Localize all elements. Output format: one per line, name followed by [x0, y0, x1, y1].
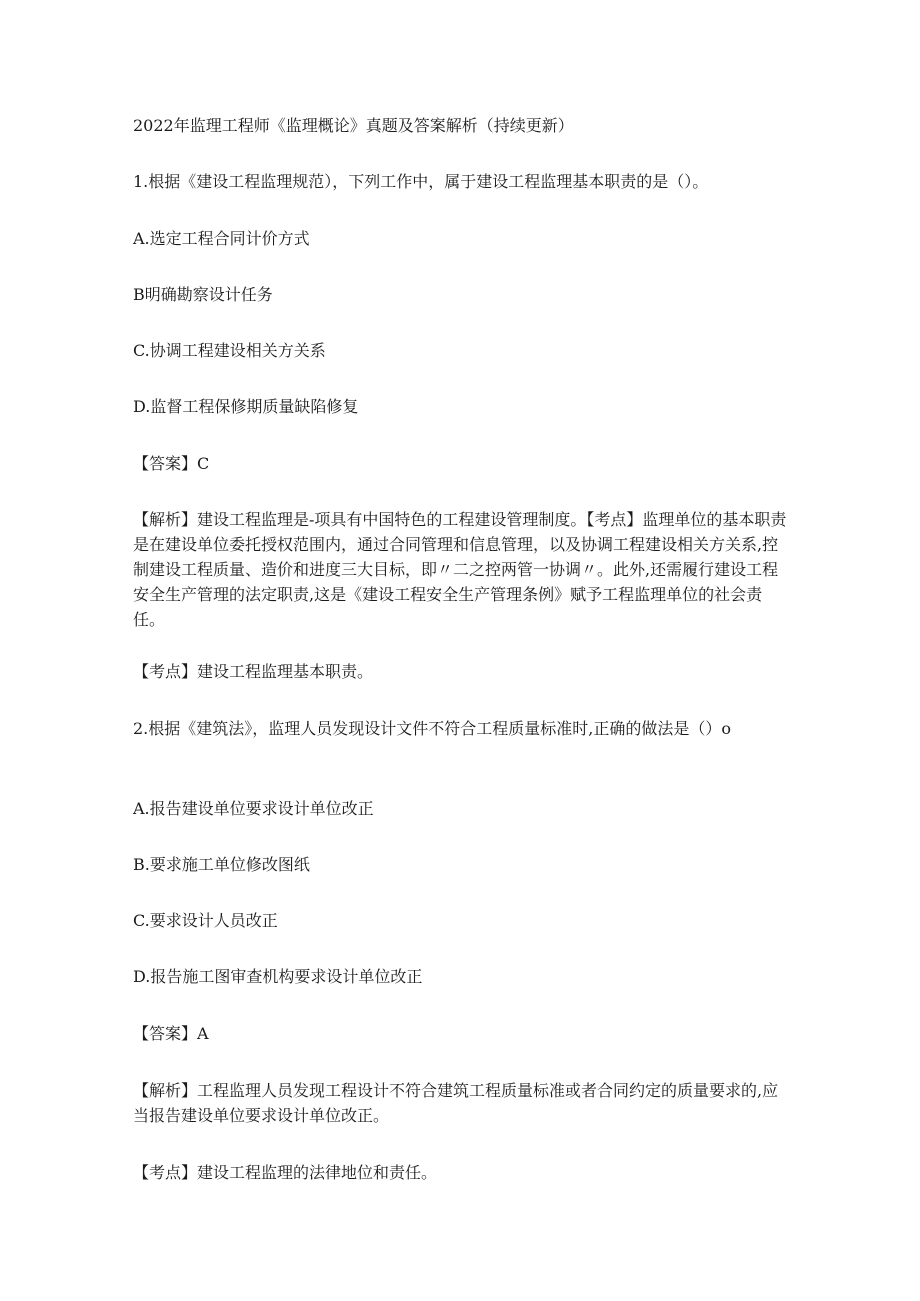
question-2-option-c: C.要求设计人员改正 [133, 911, 278, 930]
question-1-option-d: D.监督工程保修期质量缺陷修复 [133, 397, 359, 416]
question-1-analysis: 【解析】建设工程监理是-项具有中国特色的工程建设管理制度。【考点】监理单位的基本职责是在建设单位委托授权范围内，通过合同管理和信息管理，以及协调工程建设相关方关系,控制建设工程质量、造价和进度三大目标，即〃二之控两管一协调〃。此外,还需履行建设工程安全生产管理的法定职责,这是《建设工程安全生产管理条例》赋予工程监理单位的社会责任。 [133, 510, 787, 629]
question-1-option-c: C.协调工程建设相关方关系 [133, 341, 326, 360]
question-2-point: 【考点】建设工程监理的法律地位和责任。 [133, 1163, 438, 1182]
question-2-stem: 2.根据《建筑法》，监理人员发现设计文件不符合工程质量标准时,正确的做法是（）o [133, 719, 731, 738]
question-1-answer: 【答案】C [133, 454, 210, 473]
question-1-option-a: A.选定工程合同计价方式 [133, 229, 310, 248]
question-2-analysis: 【解析】工程监理人员发现工程设计不符合建筑工程质量标准或者合同约定的质量要求的,应当报告建设单位要求设计单位改正。 [133, 1081, 779, 1125]
question-1-option-b: B明确勘察设计任务 [133, 285, 273, 304]
document-title: 2022年监理工程师《监理概论》真题及答案解析（持续更新） [133, 116, 574, 135]
question-1-point: 【考点】建设工程监理基本职责。 [133, 662, 374, 681]
question-2-option-b: B.要求施工单位修改图纸 [133, 855, 310, 874]
question-1-stem: 1.根据《建设工程监理规范），下列工作中，属于建设工程监理基本职责的是（）。 [133, 172, 709, 191]
question-2-answer: 【答案】A [133, 1024, 209, 1043]
question-2-option-a: A.报告建设单位要求设计单位改正 [133, 799, 374, 818]
question-2-option-d: D.报告施工图审查机构要求设计单位改正 [133, 967, 423, 986]
